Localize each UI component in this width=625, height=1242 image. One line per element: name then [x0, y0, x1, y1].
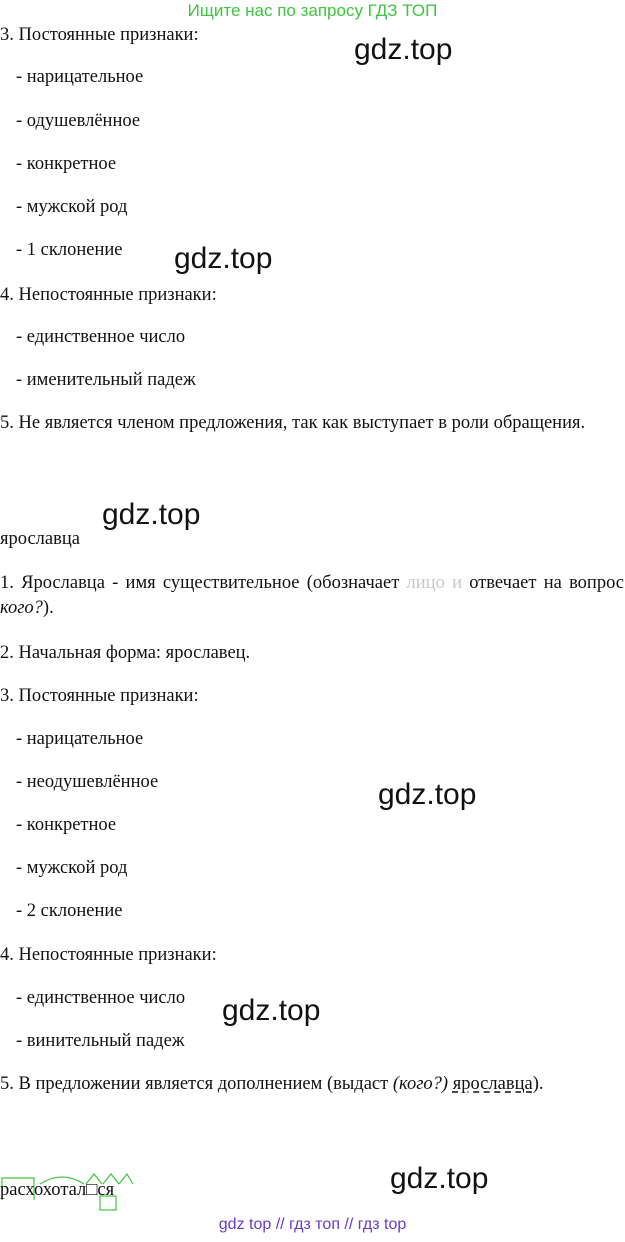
- const-item: - 1 склонение: [16, 240, 123, 260]
- watermark: gdz.top: [390, 1162, 489, 1195]
- point2-paragraph-2: 2. Начальная форма: ярославец.: [0, 643, 251, 663]
- watermark: gdz.top: [378, 778, 477, 811]
- var-item: - единственное число: [16, 327, 186, 347]
- point5-paragraph-1: 5. Не является членом предложения, так как выступает в роли обращения.: [0, 413, 586, 433]
- const-item: - 2 склонение: [16, 901, 123, 921]
- word-heading-yaroslavtsa: ярославца: [0, 529, 80, 549]
- footer-links[interactable]: gdz top // гдз топ // гдз top: [218, 1216, 407, 1233]
- heading-var-2: 4. Непостоянные признаки:: [0, 945, 217, 965]
- watermark: gdz.top: [174, 242, 273, 275]
- const-item: - мужской род: [16, 197, 128, 217]
- point1-paragraph-2: 1. Ярославца - имя существительное (обозначает лицо и отвечает на вопрос кого?).: [0, 573, 624, 618]
- point5-paragraph-2: 5. В предложении является дополнением (выдаст (кого?) ярославца).: [0, 1074, 544, 1094]
- search-banner[interactable]: Ищите нас по запросу ГДЗ ТОП: [187, 1, 438, 20]
- watermark: gdz.top: [222, 994, 321, 1027]
- watermark: gdz.top: [354, 33, 453, 66]
- watermark: gdz.top: [102, 498, 201, 531]
- heading-const-2: 3. Постоянные признаки:: [0, 686, 199, 706]
- heading-var-1: 4. Непостоянные признаки:: [0, 285, 217, 305]
- var-item: - винительный падеж: [16, 1031, 185, 1051]
- var-item: - единственное число: [16, 988, 186, 1008]
- const-item: - одушевлённое: [16, 111, 141, 131]
- const-item: - мужской род: [16, 858, 128, 878]
- const-item: - конкретное: [16, 154, 117, 174]
- const-item: - неодушевлённое: [16, 772, 159, 792]
- var-item: - именительный падеж: [16, 370, 196, 390]
- const-item: - конкретное: [16, 815, 117, 835]
- const-item: - нарицательное: [16, 729, 144, 749]
- word-rashokhotalsya: расхохотал□ся: [0, 1180, 115, 1200]
- heading-const-1: 3. Постоянные признаки:: [0, 25, 199, 45]
- const-item: - нарицательное: [16, 67, 144, 87]
